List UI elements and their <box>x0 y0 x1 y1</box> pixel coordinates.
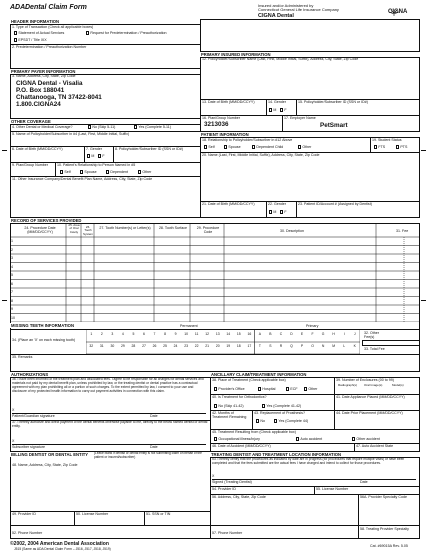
subscriber-date-label: Date <box>150 445 158 449</box>
divider <box>282 115 283 131</box>
authorizations-section-title: AUTHORIZATIONS <box>10 371 210 378</box>
margin-mark <box>2 150 7 151</box>
tooth-cell-J[interactable]: J <box>353 332 356 336</box>
divider <box>296 201 297 217</box>
item50-label: 50. License Number <box>76 512 109 516</box>
divider <box>10 525 210 526</box>
tooth-cell-32[interactable]: 32 <box>89 344 94 348</box>
missing-teeth-section-title: MISSING TEETH INFORMATION <box>10 323 130 328</box>
relationship-other-checkbox[interactable]: Other <box>138 170 151 174</box>
tooth-cell-R[interactable]: R <box>279 344 283 348</box>
tooth-cell-9[interactable]: 9 <box>174 332 177 336</box>
tooth-cell-10[interactable]: 10 <box>184 332 188 336</box>
tooth-cell-C[interactable]: C <box>279 332 283 336</box>
item53-text: 53. I hereby certify that the procedures as indicated by date are in progress (for procedures that require multiple visits) or have been completed and that the fees submitted are the actual fees I have charged and intend to collect for those procedures. <box>212 457 405 465</box>
form-title: Dental Claim Form <box>25 4 87 11</box>
student-fts-checkbox[interactable]: FTS <box>374 145 385 149</box>
tooth-cell-18[interactable]: 18 <box>236 344 241 348</box>
other-coverage-yes-checkbox[interactable]: Yes (Complete 5-11) <box>134 125 171 129</box>
tooth-cell-S[interactable]: S <box>269 344 272 348</box>
prosthesis-no-checkbox[interactable]: No <box>256 419 265 423</box>
other-coverage-section-title: OTHER COVERAGE <box>10 118 200 125</box>
tooth-cell-O[interactable]: O <box>311 344 314 348</box>
divider <box>210 486 420 487</box>
missing-teeth-grid[interactable] <box>86 330 360 354</box>
col-tooth-number: 27. Tooth Number(s) or Letter(s) <box>99 226 151 230</box>
tooth-cell-15[interactable]: 15 <box>236 332 241 336</box>
patient-sig-x: X <box>12 408 15 412</box>
divider <box>358 494 359 525</box>
patient-other-checkbox[interactable]: Other <box>298 145 311 149</box>
divider <box>296 99 297 115</box>
occupational-checkbox[interactable]: Occupational illness/injury <box>214 437 260 441</box>
ecf-checkbox[interactable]: ECF <box>286 387 298 391</box>
billing-section-title: BILLING DENTIST OR DENTAL ENTITY <box>10 451 210 457</box>
divider <box>84 146 85 162</box>
tooth-cell-A[interactable]: A <box>258 332 261 336</box>
item54-label: 54. Provider ID <box>212 487 236 491</box>
item21-label: 21. Date of Birth (MM/DD/CCYY) <box>202 202 255 206</box>
row-number-9: 9 <box>11 307 13 311</box>
tooth-cell-2[interactable]: 2 <box>100 332 103 336</box>
primary-payer-section-title: PRIMARY PAYER INFORMATION <box>10 68 200 75</box>
treating-signature-label: Signed (Treating Dentist) <box>212 480 252 484</box>
tooth-cell-7[interactable]: 7 <box>153 332 156 336</box>
patient-info-section-title: PATIENT INFORMATION <box>200 131 420 138</box>
col-area-oral-cavity: 25. Area of Oral Cavity <box>68 223 80 234</box>
predetermination-checkbox[interactable]: Request for Predetermination / Preauthorization <box>86 31 167 35</box>
payer-address-2: Chattanooga, TN 37422-8041 <box>16 94 102 101</box>
item33-label: 33. Total Fee <box>364 347 385 351</box>
item13-label: 13. Date of Birth (MM/DD/CCYY) <box>202 100 255 104</box>
item42-label: 42. Months of Treatment Remaining <box>212 411 247 420</box>
item16-label: 16. Plan/Group Number <box>202 116 240 120</box>
form-version: J515 (Same as ADA Dental Claim Form – J516, J517, J518, J519) <box>14 547 111 551</box>
col-procedure-code: 29. Procedure Code <box>196 226 220 235</box>
row-number-1: 1 <box>11 239 13 243</box>
treating-section-title: TREATING DENTIST AND TREATMENT LOCATION INFORMATION <box>210 451 420 458</box>
insured-gender-m-checkbox[interactable]: M <box>269 108 276 112</box>
row-number-7: 7 <box>11 290 13 294</box>
treating-date-label: Date <box>360 480 368 484</box>
divider <box>10 511 210 512</box>
tooth-cell-G[interactable]: G <box>321 332 325 336</box>
ortho-no-checkbox[interactable]: No (Skip 41-42) <box>214 404 244 408</box>
item55-label: 55. License Number <box>316 487 349 491</box>
divider <box>314 486 315 494</box>
tooth-cell-14[interactable]: 14 <box>226 332 231 336</box>
item37-text: 37. I hereby authorize and direct payment of the dental benefits otherwise payable to me, directly to the below named dentist or dental entity. <box>12 420 208 428</box>
tooth-cell-B[interactable]: B <box>269 332 272 336</box>
copyright: ©2002, 2004 American Dental Association <box>10 541 109 547</box>
item56a-label: 56A. Provider Specialty Code <box>360 495 407 499</box>
patient-dependent-checkbox[interactable]: Dependent Child <box>252 145 283 149</box>
item51-label: 51. SSN or TIN <box>146 512 171 516</box>
tooth-cell-29[interactable]: 29 <box>120 344 125 348</box>
divider <box>113 146 114 162</box>
tooth-cell-19[interactable]: 19 <box>226 344 231 348</box>
item34-label: 34. (Place an 'X' on each missing tooth) <box>12 338 76 342</box>
tooth-cell-16[interactable]: 16 <box>247 332 252 336</box>
tooth-cell-Q[interactable]: Q <box>290 344 293 348</box>
divider <box>252 410 253 429</box>
patient-gender-m-checkbox[interactable]: M <box>269 210 276 214</box>
divider <box>210 525 420 526</box>
divider <box>144 511 145 525</box>
item20-label: 20. Name (Last, First, Middle Initial, Suffix), Address, City, State, Zip Code <box>202 153 320 157</box>
models-label: Model(s) <box>392 383 404 387</box>
item11-label: 11. Other Insurance Company/Dental Benefit Plan Name, Address, City, State, Zip Code <box>12 177 153 181</box>
row-number-6: 6 <box>11 281 13 286</box>
column-divider <box>200 19 201 217</box>
ada-logo: ADA <box>10 4 26 11</box>
item23-label: 23. Patient ID/Account # (Assigned by Dentist) <box>298 202 372 206</box>
tooth-cell-31[interactable]: 31 <box>99 344 104 348</box>
employer-name-value: PetSmart <box>320 122 348 129</box>
patient-signature-label: Patient/Guardian signature <box>12 414 55 418</box>
item8-label: 8. Policyholder/Subscriber ID (SSN or ID#) <box>115 147 183 151</box>
primary-label: Primary <box>306 324 319 328</box>
divider <box>74 511 75 525</box>
tooth-cell-11[interactable]: 11 <box>194 332 199 336</box>
item7-label: 7. Gender <box>86 147 102 151</box>
divider <box>10 354 420 355</box>
tooth-cell-13[interactable]: 13 <box>215 332 220 336</box>
other-place-checkbox[interactable]: Other <box>304 387 317 391</box>
relationship-self-checkbox[interactable]: Self <box>60 170 71 174</box>
item6-label: 6. Date of Birth (MM/DD/CCYY) <box>12 147 63 151</box>
other-fee-field[interactable] <box>362 340 420 346</box>
item58-label: 58. Treating Provider Specialty <box>360 527 409 531</box>
tooth-cell-1[interactable]: 1 <box>90 332 93 336</box>
row-number-4: 4 <box>11 264 13 269</box>
tooth-cell-24[interactable]: 24 <box>173 344 178 348</box>
other-accident-checkbox[interactable]: Other accident <box>352 437 380 441</box>
item15-label: 15. Policyholder/Subscriber ID (SSN or ID#) <box>298 100 368 104</box>
item19-label: 19. Student Status <box>372 138 402 142</box>
divider <box>55 162 56 176</box>
tooth-cell-L[interactable]: L <box>343 344 346 348</box>
insured-gender-f-checkbox[interactable]: F <box>280 108 287 112</box>
tooth-cell-K[interactable]: K <box>353 344 356 348</box>
item17-label: 17. Employer Name <box>284 116 316 120</box>
divider <box>334 394 335 429</box>
tooth-cell-30[interactable]: 30 <box>110 344 115 348</box>
tooth-cell-17[interactable]: 17 <box>247 344 252 348</box>
row-number-10: 10 <box>11 315 15 320</box>
item12-label: 12. Policyholder/Subscriber Name (Last, First, Middle Initial, Suffix), Address, City, State, Zip Code <box>202 57 359 61</box>
auto-accident-checkbox[interactable]: Auto accident <box>296 437 322 441</box>
gender-m-checkbox[interactable]: M <box>87 154 94 158</box>
services-section-title: RECORD OF SERVICES PROVIDED <box>10 217 420 224</box>
col-description: 30. Description <box>280 229 304 233</box>
tooth-cell-F[interactable]: F <box>311 332 314 336</box>
tooth-cell-26[interactable]: 26 <box>152 344 157 348</box>
row-number-2: 2 <box>11 247 13 252</box>
patient-self-checkbox[interactable]: Self <box>204 145 215 149</box>
tooth-cell-H[interactable]: H <box>332 332 335 336</box>
item18-label: 18. Relationship to Policyholder/Subscriber in #12 Above <box>202 138 293 142</box>
tooth-cell-23[interactable]: 23 <box>184 344 188 348</box>
item36-text: 36. I have been informed of the treatment plan and associated fees. I agree to be responsible for all charges for dental services and materials not paid by my dental benefit plan, unless prohibited by law, or the treating dentist or dental practice has a contractual agreement with my plan prohibiting all or a portion of such charges. To the extent permitted by law, I consent to your use and disclosure of my protected health information to carry out payment activities in connection with this claim. <box>12 377 204 393</box>
divider <box>334 377 335 394</box>
item5-label: 5. Name of Policyholder/Subscriber in #4 (Last, First, Middle Initial, Suffix) <box>12 132 130 136</box>
subscriber-signature-label: Subscriber signature <box>12 445 45 449</box>
patient-gender-f-checkbox[interactable]: F <box>280 210 287 214</box>
ancillary-section-title: ANCILLARY CLAIM/TREATMENT INFORMATION <box>210 371 420 378</box>
tooth-cell-P[interactable]: P <box>300 344 304 348</box>
item32-label: 32. Other Fee(s) <box>364 331 379 340</box>
margin-mark <box>421 300 426 301</box>
tooth-cell-3[interactable]: 3 <box>111 332 114 336</box>
item2-label: 2. Predetermination / Preauthorization Number <box>12 45 87 49</box>
tooth-cell-E[interactable]: E <box>300 332 304 336</box>
ortho-yes-checkbox[interactable]: Yes (Complete 41-42) <box>262 404 301 408</box>
margin-mark <box>2 300 7 301</box>
divider <box>358 525 359 539</box>
divider <box>354 443 355 451</box>
form-header <box>10 4 420 18</box>
tooth-cell-4[interactable]: 4 <box>121 332 124 336</box>
item41-label: 41. Date Appliance Placed (MM/DD/CCYY) <box>336 395 405 399</box>
divider <box>266 99 267 115</box>
payer-address-1: P.O. Box 188041 <box>16 87 65 94</box>
tooth-cell-5[interactable]: 5 <box>132 332 135 336</box>
col-fee: 31. Fee <box>396 229 409 233</box>
tooth-cell-12[interactable]: 12 <box>205 332 210 336</box>
insured-line-1: Insured and/or Administered by <box>258 3 314 8</box>
other-coverage-no-checkbox[interactable]: No (Skip 5-11) <box>88 125 115 129</box>
item43-label: 43. Replacement of Prosthesis? <box>254 411 305 415</box>
tooth-cell-M[interactable]: M <box>332 344 336 348</box>
item48-label: 48. Name, Address, City, State, Zip Code <box>12 463 78 467</box>
catalog-number: Cat. #69015A Rev. 5.05 <box>370 544 408 548</box>
hospital-checkbox[interactable]: Hospital <box>258 387 275 391</box>
col-procedure-date: 24. Procedure Date (MM/DD/CCYY) <box>24 226 56 235</box>
cigna-logo: CIGNA <box>388 9 408 15</box>
tooth-cell-T[interactable]: T <box>258 344 261 348</box>
col-tooth-system: 26. Tooth System <box>82 225 93 236</box>
permanent-label: Permanent <box>180 324 198 328</box>
divider <box>266 201 267 217</box>
oral-images-label: Oral Image(s) <box>364 383 383 387</box>
subscriber-sig-x: X <box>12 439 15 443</box>
item46-label: 46. Date of Accident (MM/DD/CCYY) <box>212 444 271 448</box>
margin-mark <box>421 150 426 151</box>
item22-label: 22. Gender <box>268 202 286 206</box>
actual-services-checkbox[interactable]: Statement of Actual Services <box>14 31 64 35</box>
tooth-cell-D[interactable]: D <box>290 332 293 336</box>
item4-label: 4. Other Dental or Medical Coverage? <box>12 125 73 129</box>
cigna-dental-label: CIGNA Dental <box>258 12 294 19</box>
tooth-cell-I[interactable]: I <box>343 332 345 336</box>
prosthesis-yes-checkbox[interactable]: Yes (Complete 44) <box>274 419 308 423</box>
patient-date-label: Date <box>150 414 158 418</box>
tooth-cell-6[interactable]: 6 <box>143 332 145 336</box>
tooth-cell-8[interactable]: 8 <box>164 332 166 336</box>
item57-label: 57. Phone Number <box>212 531 243 535</box>
item39-label: 39. Number of Enclosures (00 to 99) <box>336 378 394 382</box>
relationship-dependent-checkbox[interactable]: Dependent <box>106 170 128 174</box>
item9-label: 9. Plan/Group Number <box>12 163 48 167</box>
treating-sig-x: X <box>212 474 215 478</box>
insured-line-2: Connecticut General Life Insurance Company <box>258 7 339 13</box>
payer-name: CIGNA Dental - Visalia <box>16 80 83 87</box>
row-number-3: 3 <box>11 256 13 260</box>
item38-label: 38. Place of Treatment (Check applicable box) <box>212 378 286 382</box>
tooth-cell-22[interactable]: 22 <box>194 344 199 348</box>
item1-label: 1. Type of Transaction (Check all applicable boxes) <box>12 25 94 29</box>
item45-label: 45. Treatment Resulting from (Check applicable box) <box>212 430 296 434</box>
epsdt-checkbox[interactable]: EPSDT / Title XIX <box>14 38 47 42</box>
primary-insured-section-title: PRIMARY INSURED INFORMATION <box>200 51 420 58</box>
item40-label: 40. Is Treatment for Orthodontics? <box>212 395 267 399</box>
payer-phone: 1.800.CIGNA24 <box>16 101 61 108</box>
item56-label: 56. Address, City, State, Zip Code <box>212 495 266 499</box>
divider <box>370 137 371 152</box>
billing-note: (Leave blank if dentist or dental entity is not submitting claim on behalf of the patient or insured/subscriber) <box>94 451 202 459</box>
gender-f-checkbox[interactable]: F <box>98 154 105 158</box>
col-tooth-surface: 28. Tooth Surface <box>158 226 188 230</box>
provider-office-checkbox[interactable]: Provider's Office <box>214 387 245 391</box>
patient-spouse-checkbox[interactable]: Spouse <box>224 145 241 149</box>
item47-label: 47. Auto Accident State <box>356 444 394 448</box>
header-info-section-title: HEADER INFORMATION <box>10 19 200 25</box>
item10-label: 10. Patient's Relationship to Person Named in #5 <box>57 163 136 167</box>
predetermination-number-field[interactable] <box>10 44 200 61</box>
tooth-cell-20[interactable]: 20 <box>215 344 220 348</box>
item44-label: 44. Date Prior Placement (MM/DD/CCYY) <box>336 411 403 415</box>
student-pts-checkbox[interactable]: PTS <box>396 145 407 149</box>
item49-label: 49. Provider ID <box>12 512 36 516</box>
item14-label: 14. Gender <box>268 100 286 104</box>
tooth-cell-21[interactable]: 21 <box>205 344 210 348</box>
row-number-5: 5 <box>11 273 13 277</box>
tooth-cell-27[interactable]: 27 <box>142 344 146 348</box>
radiographs-label: Radiograph(s) <box>338 383 358 387</box>
services-table <box>10 223 420 322</box>
tooth-cell-N[interactable]: N <box>321 344 325 348</box>
item52-label: 52. Phone Number <box>12 531 43 535</box>
tooth-cell-25[interactable]: 25 <box>163 344 167 348</box>
row-number-8: 8 <box>11 298 13 303</box>
tooth-cell-28[interactable]: 28 <box>131 344 136 348</box>
relationship-spouse-checkbox[interactable]: Spouse <box>80 170 97 174</box>
group-number-value: 3213036 <box>204 121 229 128</box>
item3-label: 3. Name, Address, City, State, Zip Code <box>12 74 76 78</box>
item35-label: 35. Remarks <box>12 355 33 359</box>
